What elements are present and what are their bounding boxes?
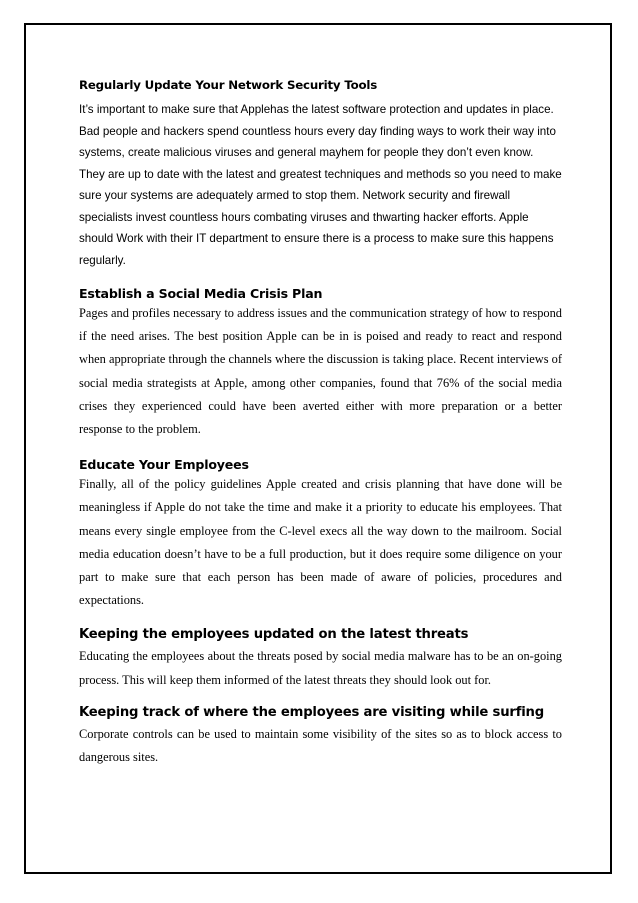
section-body: Educating the employees about the threats posed by social media malware has to be an on-going process. This will keep them informed of the latest threats they should look out for.	[79, 649, 562, 687]
section-heading: Keeping track of where the employees are visiting while surfing	[79, 704, 544, 720]
section-heading: Keeping the employees updated on the latest threats	[79, 627, 469, 643]
document-page	[24, 23, 612, 874]
section-educate-employees	[79, 456, 562, 612]
section-latest-threats	[79, 626, 562, 691]
section-heading: Regularly Update Your Network Security Tools	[79, 78, 378, 92]
section-tracking-surfing	[79, 704, 562, 769]
section-body: Finally, all of the policy guidelines Apple created and crisis planning that have done will be meaningless if Apple do not take the time and make it a priority to educate his employees. That means every single employee from the C-level execs all the way down to the mailroom. Social media education doesn’t have to be a full production, but it does require some diligence on your part to make sure that each person has been made of aware of policies, procedures and expectations.	[79, 477, 562, 608]
section-network-security	[79, 77, 562, 271]
section-body: It’s important to make sure that Applehas the latest software protection and updates in place. Bad people and hackers spend countless hours every day finding ways to work their way into systems, create malicious viruses and general mayhem for people they don’t even know. They are up to date with the latest and greatest techniques and methods so you need to make sure your systems are adequately armed to stop them. Network security and firewall specialists invest countless hours combating viruses and thwarting hacker efforts. Apple should Work with their IT department to ensure there is a process to make sure this happens regularly.	[79, 103, 562, 267]
page-content	[79, 77, 562, 769]
section-body: Corporate controls can be used to maintain some visibility of the sites so as to block access to dangerous sites.	[79, 726, 562, 765]
section-body: Pages and profiles necessary to address issues and the communication strategy of how to respond if the need arises. The best position Apple can be in is poised and ready to react and respond when appropriate through the channels where the discussion is taking place. Recent interviews of social media strategists at Apple, among other companies, found that 76% of the social media crises they experienced could have been averted either with more preparation or a better response to the problem.	[79, 306, 562, 437]
section-heading: Educate Your Employees	[79, 457, 249, 473]
section-heading: Establish a Social Media Crisis Plan	[79, 286, 323, 301]
section-crisis-plan	[79, 285, 562, 441]
